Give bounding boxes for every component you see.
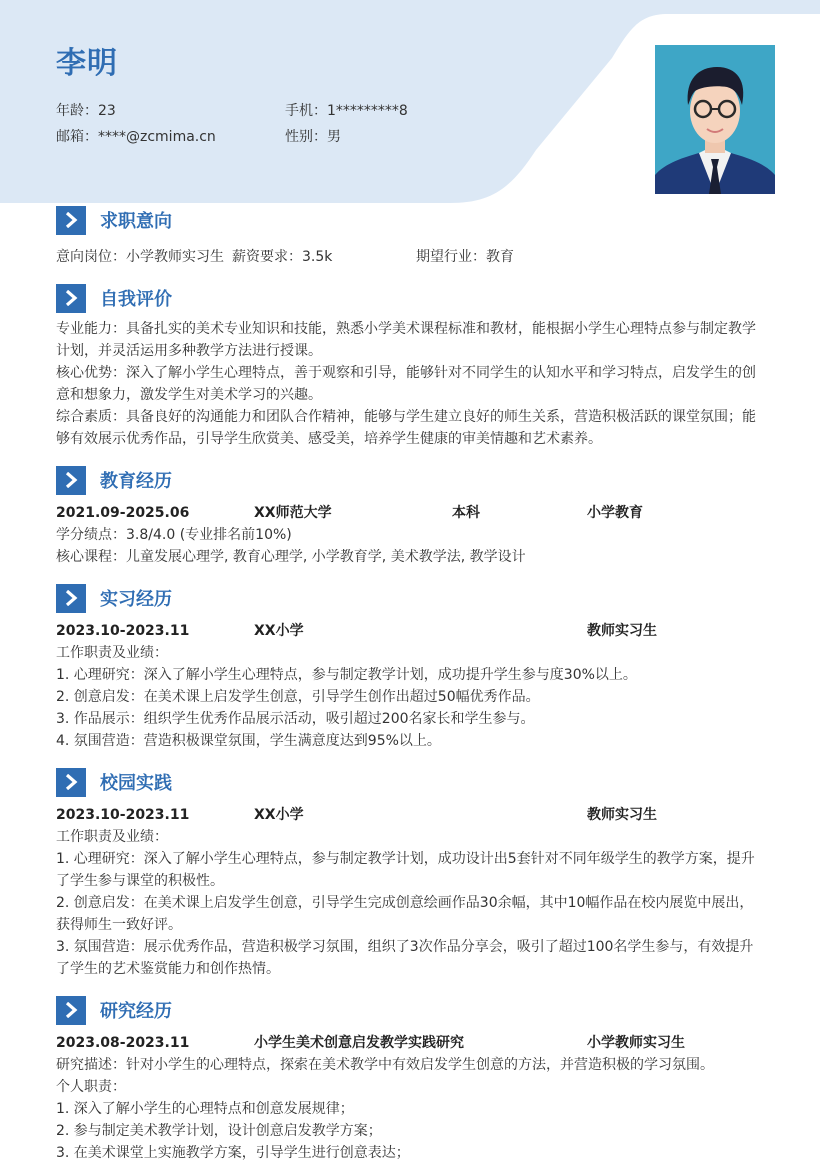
research-lead: 个人职责： [56, 1079, 126, 1095]
section-job-intent [56, 205, 766, 268]
campus-item: 1. 心理研究：深入了解小学生心理特点，参与制定教学计划，成功设计出5套针对不同年级学生的教学方案，提升了学生参与课堂的积极性。 [56, 851, 755, 889]
section-campus-practice [56, 767, 766, 980]
internship-item: 3. 作品展示：组织学生优秀作品展示活动，吸引超过200名家长和学生参与。 [56, 711, 535, 727]
chevron-right-icon [56, 584, 86, 613]
gender-field: 性别：男 [285, 129, 341, 145]
section-header [56, 583, 766, 613]
education-entry-header [56, 502, 766, 524]
campus-period: 2023.10-2023.11 [56, 807, 190, 823]
intent-row [56, 246, 766, 268]
profile-photo [655, 45, 775, 194]
campus-item: 2. 创意启发：在美术课上启发学生创意，引导学生完成创意绘画作品30余幅，其中10幅作品在校内展览中展出，获得师生一致好评。 [56, 895, 754, 933]
section-title: 研究经历 [100, 1001, 172, 1022]
education-school: XX师范大学 [254, 505, 332, 521]
internship-entry-header [56, 620, 766, 642]
section-header [56, 283, 766, 313]
internship-role: 教师实习生 [587, 623, 657, 639]
section-self-evaluation [56, 283, 766, 450]
age-field: 年龄：23 [56, 103, 116, 119]
campus-item: 3. 氛围营造：展示优秀作品，营造积极学习氛围，组织了3次作品分享会，吸引了超过100名学生参与，有效提升了学生的艺术鉴赏能力和创作热情。 [56, 939, 754, 977]
intent-salary: 薪资要求：3.5k [232, 249, 333, 265]
research-role: 小学教师实习生 [587, 1035, 685, 1051]
internship-lead: 工作职责及业绩： [56, 645, 168, 661]
campus-lead: 工作职责及业绩： [56, 829, 168, 845]
section-research [56, 995, 766, 1164]
education-gpa: 学分绩点：3.8/4.0 (专业排名前10%) [56, 527, 292, 543]
campus-entry-header [56, 804, 766, 826]
internship-item: 4. 氛围营造：营造积极课堂氛围，学生满意度达到95%以上。 [56, 733, 441, 749]
chevron-right-icon [56, 768, 86, 797]
intent-industry: 期望行业：教育 [416, 249, 514, 265]
section-header [56, 465, 766, 495]
research-description: 研究描述：针对小学生的心理特点，探索在美术教学中有效启发学生创意的方法，并营造积极的学习氛围。 [56, 1057, 714, 1073]
section-internship [56, 583, 766, 752]
research-item: 1. 深入了解小学生的心理特点和创意发展规律； [56, 1101, 354, 1117]
research-entry-header [56, 1032, 766, 1054]
internship-period: 2023.10-2023.11 [56, 623, 190, 639]
chevron-right-icon [56, 284, 86, 313]
section-title: 求职意向 [100, 211, 172, 232]
self-eval-paragraph: 综合素质：具备良好的沟通能力和团队合作精神，能够与学生建立良好的师生关系，营造积极活跃的课堂氛围；能够有效展示优秀作品，引导学生欣赏美、感受美，培养学生健康的审美情趣和艺术素养。 [56, 409, 756, 447]
phone-field: 手机：1*********8 [285, 103, 408, 119]
self-eval-paragraph: 核心优势：深入了解小学生心理特点，善于观察和引导，能够针对不同学生的认知水平和学习特点，启发学生的创意和想象力，激发学生对美术学习的兴趣。 [56, 365, 756, 403]
intent-position: 意向岗位：小学教师实习生 [56, 249, 224, 265]
email-field: 邮箱：****@zcmima.cn [56, 129, 216, 145]
internship-item: 1. 心理研究：深入了解小学生心理特点，参与制定教学计划，成功提升学生参与度30%以上。 [56, 667, 637, 683]
section-title: 校园实践 [100, 773, 172, 794]
research-project: 小学生美术创意启发教学实践研究 [254, 1035, 464, 1051]
section-title: 教育经历 [100, 471, 172, 492]
campus-org: XX小学 [254, 807, 304, 823]
section-education [56, 465, 766, 568]
research-item: 2. 参与制定美术教学计划，设计创意启发教学方案； [56, 1123, 382, 1139]
education-degree: 本科 [452, 505, 480, 521]
chevron-right-icon [56, 466, 86, 495]
internship-org: XX小学 [254, 623, 304, 639]
research-period: 2023.08-2023.11 [56, 1035, 190, 1051]
resume-header [0, 0, 820, 205]
education-period: 2021.09-2025.06 [56, 505, 190, 521]
chevron-right-icon [56, 206, 86, 235]
chevron-right-icon [56, 996, 86, 1025]
section-title: 自我评价 [100, 289, 172, 310]
section-header [56, 767, 766, 797]
education-courses: 核心课程：儿童发展心理学, 教育心理学, 小学教育学, 美术教学法, 教学设计 [56, 549, 526, 565]
research-item: 3. 在美术课堂上实施教学方案，引导学生进行创意表达； [56, 1145, 410, 1161]
campus-role: 教师实习生 [587, 807, 657, 823]
resume-body [56, 205, 766, 1164]
internship-item: 2. 创意启发：在美术课上启发学生创意，引导学生创作出超过50幅优秀作品。 [56, 689, 540, 705]
section-header [56, 995, 766, 1025]
candidate-name: 李明 [56, 46, 118, 81]
education-major: 小学教育 [587, 505, 643, 521]
self-eval-paragraph: 专业能力：具备扎实的美术专业知识和技能，熟悉小学美术课程标准和教材，能根据小学生心理特点参与制定教学计划，并灵活运用多种教学方法进行授课。 [56, 321, 756, 359]
section-header [56, 205, 766, 235]
section-title: 实习经历 [100, 589, 172, 610]
